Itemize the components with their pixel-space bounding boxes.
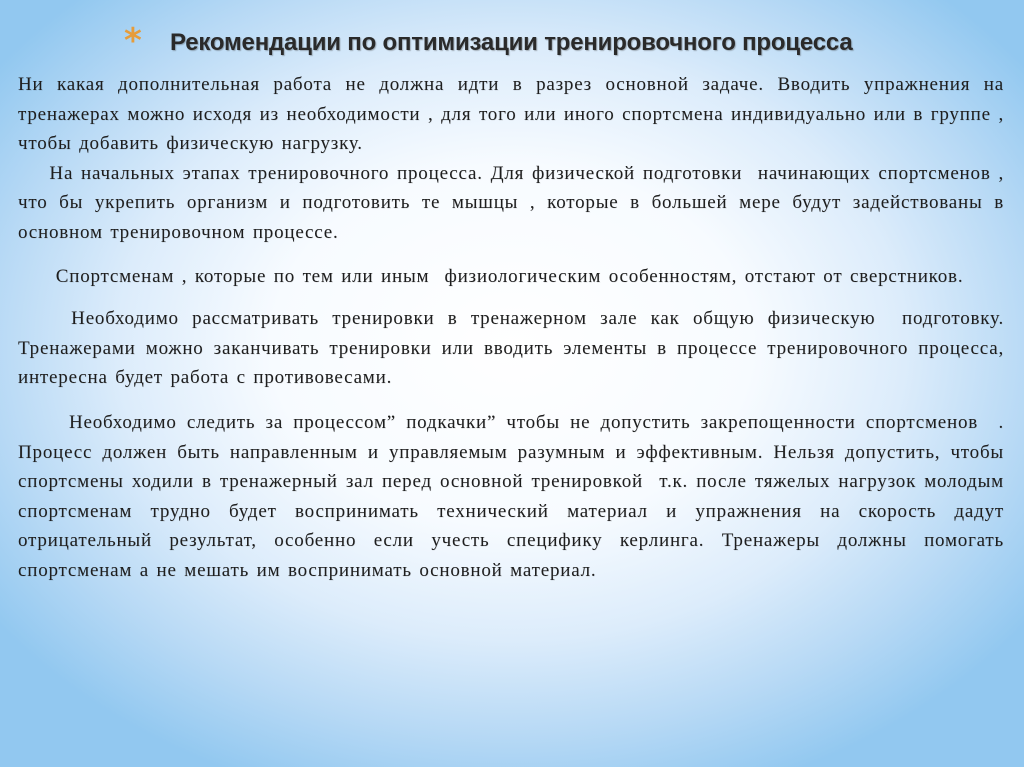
- paragraph-5: Необходимо следить за процессом” подкачки” чтобы не допустить закрепощенности спортсменов . Процесс должен быть направленным и управляемым разумным и эффективным. Нельзя допустить, чтобы спортсмены ходили в тренажерный зал перед основной тренировкой т.к. после тяжелых нагрузок молодым спортсменам трудно будет воспринимать технический материал и упражнения на скорость дадут отрицательный результат, особенно если учесть специфику керлинга. Тренажеры должны помогать спортсменам а не мешать им воспринимать основной материал.: [18, 411, 1012, 581]
- paragraph-2: На начальных этапах тренировочного процесса. Для физической подготовки начинающих спортсменов , что бы укрепить организм и подготовить те мышцы , которые в большей мере будут задействованы в основном тренировочном процессе.: [18, 162, 1012, 243]
- title-row: [0, 22, 1024, 66]
- title-bullet-star-icon: *: [124, 21, 142, 61]
- paragraph-1: Ни какая дополнительная работа не должна идти в разрез основной задаче. Вводить упражнения на тренажерах можно исходя из необходимости , для того или иного спортсмена индивидуально или в группе , чтобы добавить физическую нагрузку.: [18, 74, 1004, 155]
- paragraph-3: Спортсменам , которые по тем или иным физиологическим особенностям, отстают от сверстников.: [18, 265, 964, 287]
- paragraph-4: Необходимо рассматривать тренировки в тренажерном зале как общую физическую подготовку. Тренажерами можно заканчивать тренировки или вводить элементы в процессе тренировочного процесса, интересна будет работа с противовесами.: [18, 308, 1012, 389]
- slide-title: Рекомендации по оптимизации тренировочного процесса: [170, 29, 853, 56]
- slide-body: [18, 70, 1012, 586]
